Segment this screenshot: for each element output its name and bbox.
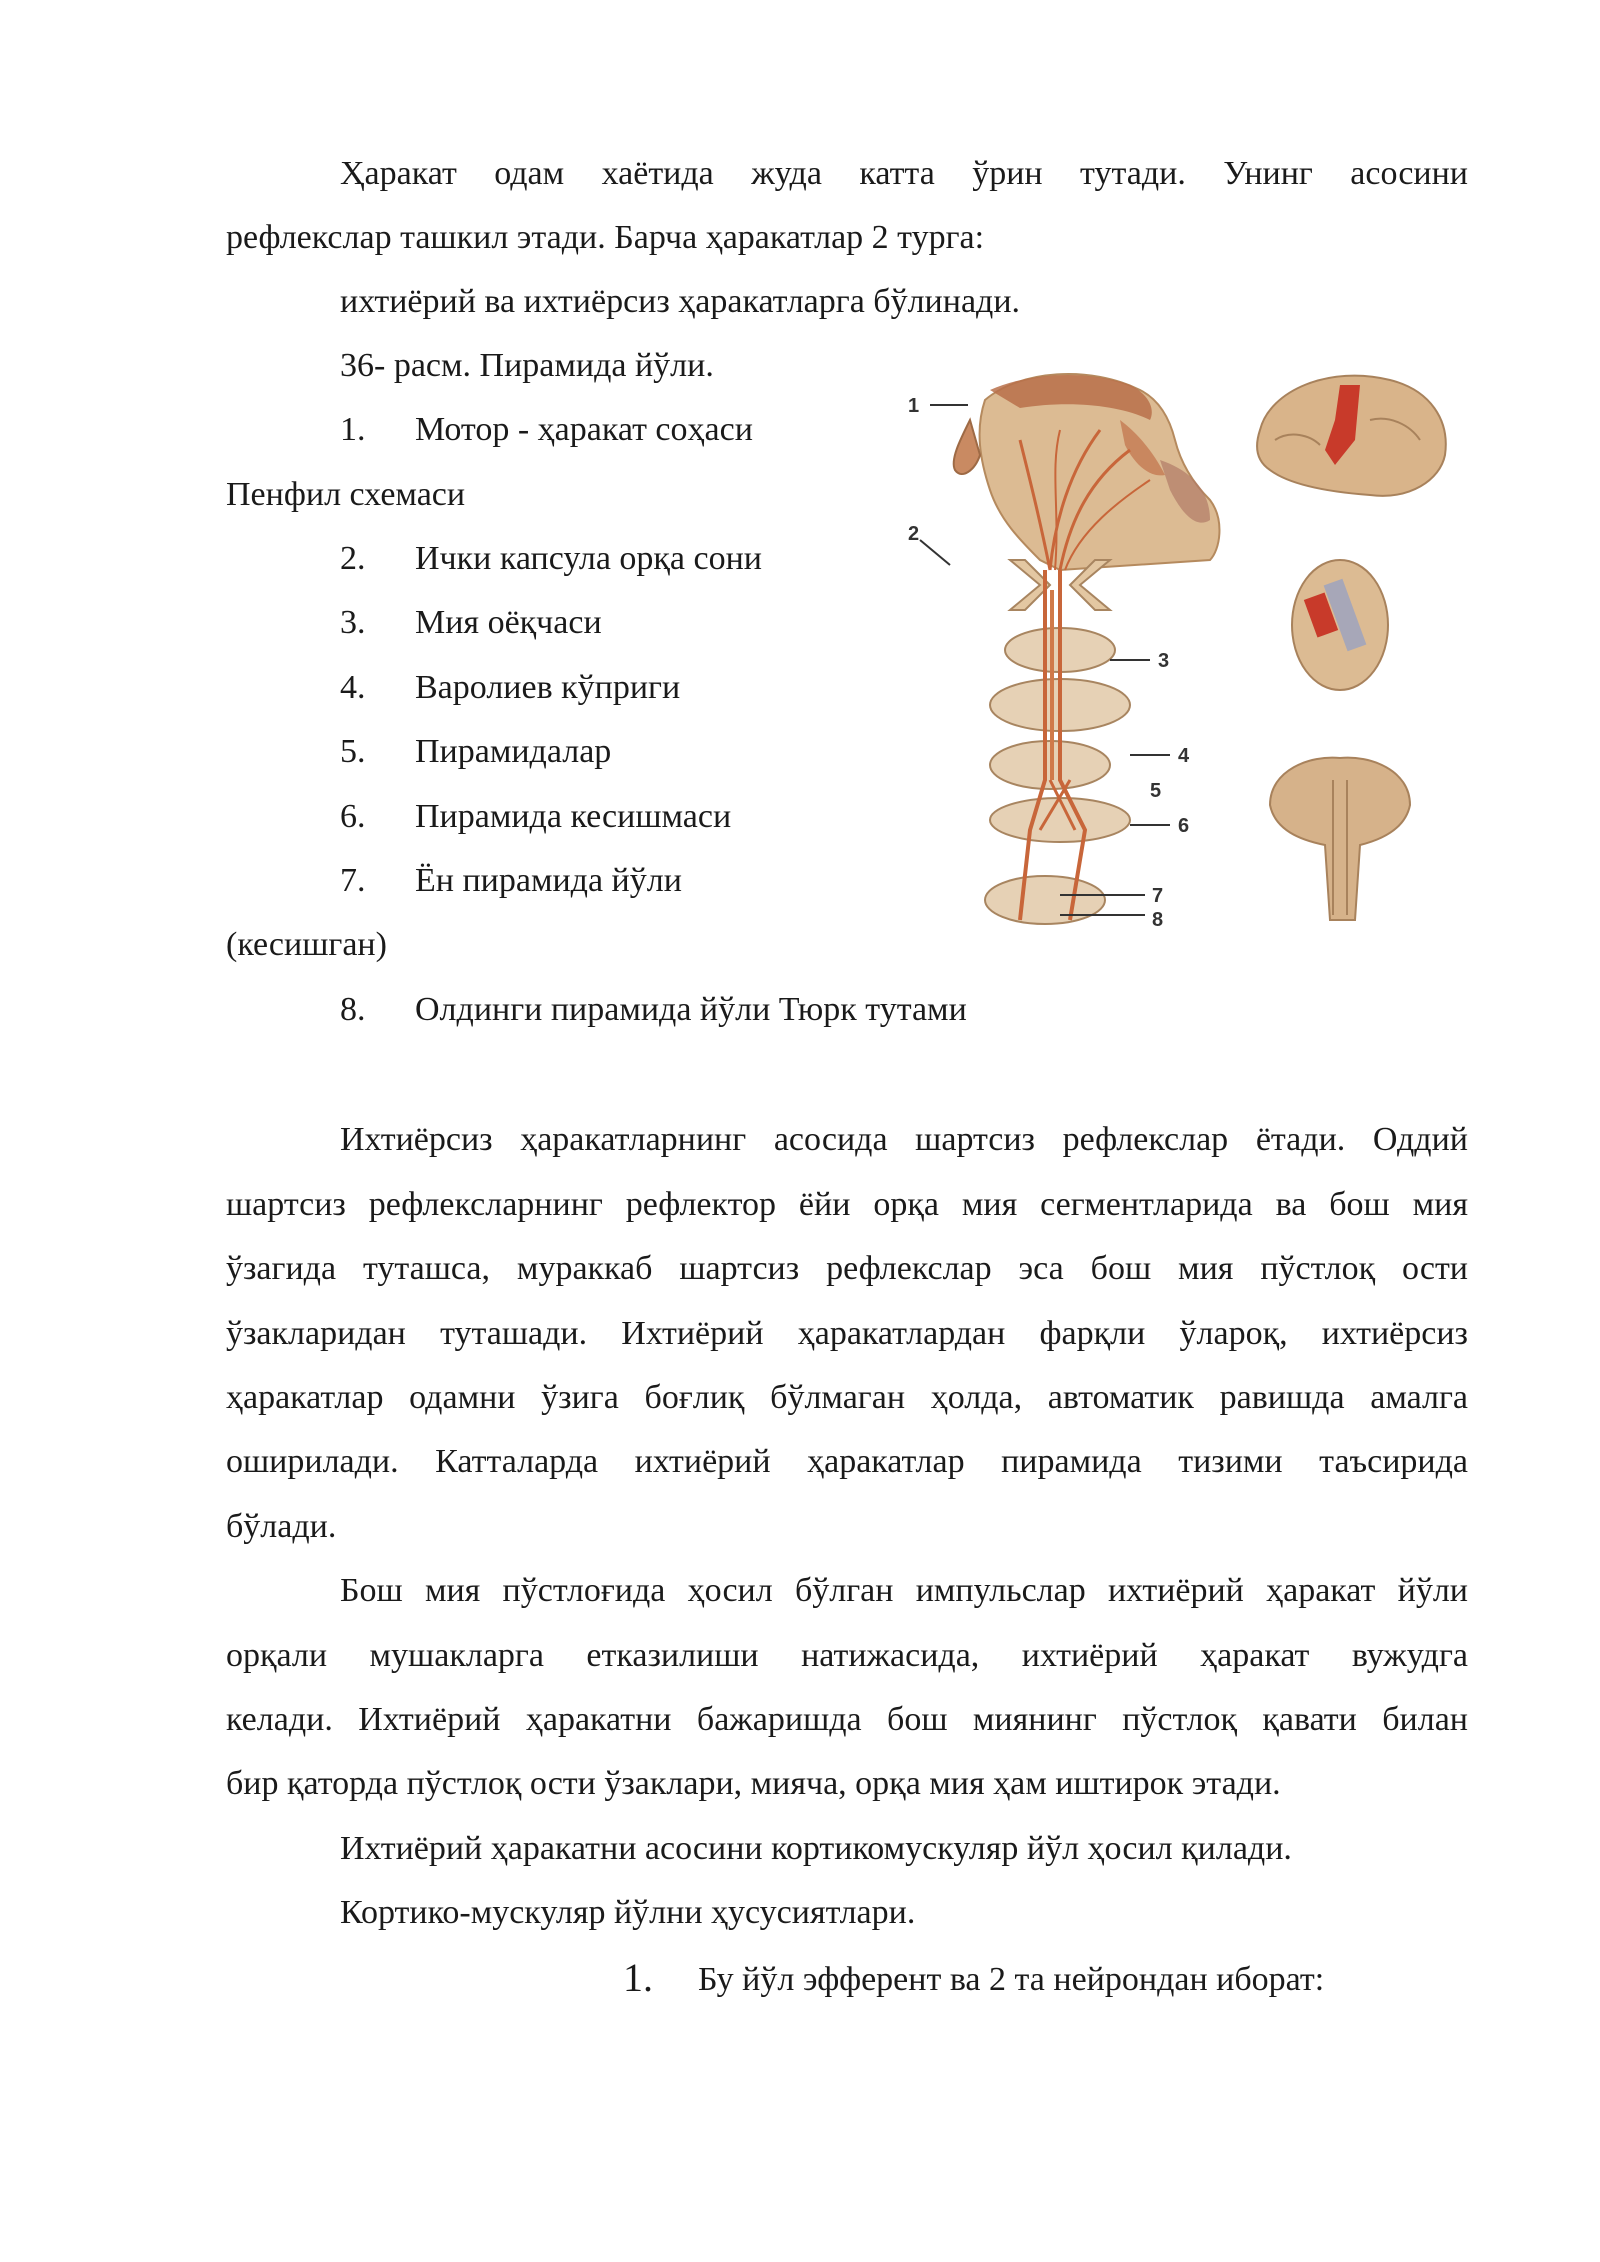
para1-line-5: ҳаракатлар одамни ўзига боғлиқ бўлмаган ҳолда, автоматик равишда амалга bbox=[226, 1379, 1468, 1416]
para1-line-6: оширилади. Катталарда ихтиёрий ҳаракатлар пирамида тизими таъсирида bbox=[226, 1443, 1468, 1480]
para2-line-2: орқали мушакларга етказилиши натижасида, ихтиёрий ҳаракат вужудга bbox=[226, 1637, 1468, 1674]
para4: Кортико-мускуляр йўлни ҳусусиятлари. bbox=[340, 1894, 916, 1931]
intro-line-1: Ҳаракат одам хаётида жуда катта ўрин тутади. Унинг асосини bbox=[340, 155, 1468, 192]
para1-line-3: ўзагида туташса, мураккаб шартсиз рефлекслар эса бош мия пўстлоқ ости bbox=[226, 1250, 1468, 1287]
brain-lateral-view-illustration bbox=[1257, 376, 1446, 496]
final-item-num: 1. bbox=[623, 1955, 653, 2000]
para1-line-2: шартсиз рефлексларнинг рефлектор ёйи орқа мия сегментларида ва бош мия bbox=[226, 1186, 1468, 1223]
para1-line-4: ўзакларидан туташади. Ихтиёрий ҳаракатлардан фарқли ўларoқ, ихтиёрсиз bbox=[226, 1315, 1468, 1352]
callout-2: 2 bbox=[908, 523, 920, 545]
para1-line-7: бўлади. bbox=[226, 1508, 337, 1545]
legend-text-1: Мотор - ҳаракат соҳаси bbox=[415, 411, 753, 448]
callout-6: 6 bbox=[1178, 815, 1190, 837]
legend-cont-7: (кесишган) bbox=[226, 926, 387, 963]
callout-5: 5 bbox=[1150, 780, 1162, 802]
final-item-text: Бу йўл эфферент ва 2 та нейрондан иборат: bbox=[698, 1961, 1325, 1998]
para2-line-1: Бош мия пўстлоғида ҳосил бўлган импульслар ихтиёрий ҳаракат йўли bbox=[340, 1572, 1468, 1609]
legend-text-7: Ён пирамида йўли bbox=[415, 862, 682, 899]
legend-num-1: 1. bbox=[340, 411, 366, 448]
brainstem-ventral-illustration bbox=[1270, 758, 1410, 920]
legend-num-6: 6. bbox=[340, 798, 366, 835]
legend-text-5: Пирамидалар bbox=[415, 733, 612, 770]
callout-8: 8 bbox=[1152, 909, 1164, 931]
intro-line-2: рефлекслар ташкил этади. Барча ҳаракатлар 2 турга: bbox=[226, 219, 985, 256]
pyramidal-tract-figure bbox=[890, 360, 1450, 950]
brain-section-illustration bbox=[954, 374, 1220, 570]
legend-text-6: Пирамида кесишмаси bbox=[415, 798, 732, 835]
cross-section-illustration bbox=[1292, 560, 1388, 690]
para3: Ихтиёрий ҳаракатни асосини кортикомускуляр йўл ҳосил қилади. bbox=[340, 1830, 1292, 1867]
brainstem-illustration bbox=[985, 560, 1130, 924]
legend-num-5: 5. bbox=[340, 733, 366, 770]
legend-num-3: 3. bbox=[340, 604, 366, 641]
para1-line-1: Ихтиёрсиз ҳаракатларнинг асосида шартсиз рефлекслар ётади. Оддий bbox=[340, 1121, 1468, 1158]
figure-caption: 36- расм. Пирамида йўли. bbox=[340, 347, 714, 384]
para2-line-4: бир қаторда пўстлоқ ости ўзаклари, мияча, орқа мия ҳам иштирок этади. bbox=[226, 1765, 1281, 1802]
callout-3: 3 bbox=[1158, 650, 1170, 672]
legend-num-4: 4. bbox=[340, 669, 366, 706]
para2-line-3: келади. Ихтиёрий ҳаракатни бажаришда бош миянинг пўстлоқ қавати билан bbox=[226, 1701, 1468, 1738]
legend-text-2: Ички капсула орқа сони bbox=[415, 540, 763, 577]
legend-num-2: 2. bbox=[340, 540, 366, 577]
callout-7: 7 bbox=[1152, 885, 1164, 907]
legend-num-8: 8. bbox=[340, 991, 366, 1028]
intro-line-3: ихтиёрий ва ихтиёрсиз ҳаракатларга бўлинади. bbox=[340, 283, 1021, 320]
legend-cont-1: Пенфил схемаси bbox=[226, 476, 466, 513]
legend-text-3: Мия оёқчаси bbox=[415, 604, 602, 641]
legend-text-8: Олдинги пирамида йўли Тюрк тутами bbox=[415, 991, 967, 1028]
callout-4: 4 bbox=[1178, 745, 1190, 767]
legend-num-7: 7. bbox=[340, 862, 366, 899]
callout-1: 1 bbox=[908, 395, 920, 417]
legend-text-4: Варолиев кўприги bbox=[415, 669, 681, 706]
